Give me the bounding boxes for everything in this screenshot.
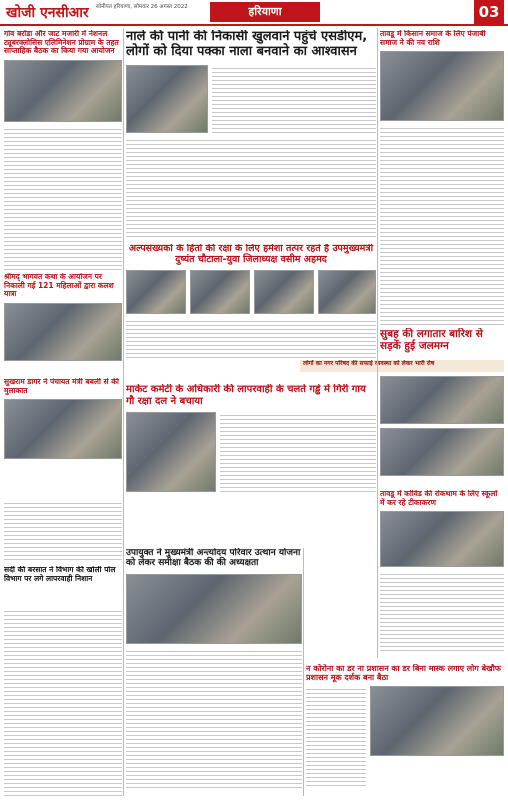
article-rain [380, 328, 504, 358]
article-photo [126, 270, 186, 314]
article-photo [380, 428, 504, 476]
article-subheadline: लोगों का नगर परिषद की सफाई व्यवस्था को लेकर भारी रोष [303, 360, 435, 367]
article-body [4, 608, 122, 796]
article-body [4, 126, 122, 270]
article-headline: सुबह की लगातार बारिश से सड़कें हुई जलमग्न [380, 328, 483, 353]
article-headline: अल्पसंख्यकों के हितों की रक्षा के लिए हमेशा तत्पर रहते हैं उपमुख्यमंत्री दुष्यंत चौटाला-युवा जिलाध्यक्ष वसीम अहमद [128, 244, 374, 265]
article-headline: तावडू में कोविड की रोकथाम के लिए स्कूलों में कर रहे टीकाकरण [380, 490, 498, 507]
article-body [380, 571, 504, 651]
article-body [126, 137, 376, 240]
article-headline: मार्केट कमेटी के अधिकारी की लापरवाही के चलते गड्ढे में गिरी गाय गौ रक्षा दल ने बचाया [126, 384, 366, 407]
article-winter-rain [4, 566, 122, 606]
article-photo [254, 270, 314, 314]
article-photo [126, 412, 216, 492]
article-photo [380, 511, 504, 567]
article-antyodaya [126, 548, 302, 796]
article-rain-photos [380, 376, 504, 486]
article-photo [4, 399, 122, 459]
article-drain [126, 30, 376, 240]
article-headline: सुखराम डागर ने पंचायत मंत्री बबली से की मुलाकात [4, 378, 119, 395]
article-photo [318, 270, 376, 314]
article-body [380, 125, 504, 325]
column-rule [303, 548, 304, 796]
article-corona-masks [306, 664, 504, 796]
article-photo [4, 60, 122, 122]
article-cow-rescue [126, 384, 376, 544]
article-tb-meeting [4, 30, 122, 270]
article-headline: तावडू में किसान समाज के लिए पंजाबी समाज ने की नव राशि [380, 30, 486, 47]
article-headline: गांव बरोंडा और जाट मजारी में नेशनल ट्यूबरक्लोसिस एलिमिनेशन प्रोग्राम के तहत साप्ताहिक बैठक का किया गया आयोजन [4, 30, 119, 56]
article-photo [190, 270, 250, 314]
dateline: सोनीपत हरियाणा, सोमवार 26 अगस्त 2022 [96, 4, 188, 10]
article-body [126, 648, 302, 788]
article-body [220, 412, 376, 492]
column-rule [377, 28, 378, 658]
article-headline: न कोरोना का डर ना प्रशासन का डर बिना मास्क लगाए लोग बेखौफ प्रशासन मूक दर्शक बना बैठा [306, 664, 501, 683]
article-headline: उपायुक्त ने मुख्यमंत्री अन्त्योदय परिवार उत्थान योजना को लेकर समीक्षा बैठक की की अध्यक्षता [126, 548, 301, 569]
article-covid-vaccination [380, 490, 504, 660]
article-photo [126, 574, 302, 644]
page-header [0, 0, 508, 26]
article-kalash-yatra [4, 273, 122, 373]
article-sukhram [4, 378, 122, 498]
article-headline: नाले की पानी की निकासी खुलवाने पहुंचे एसडीएम, लोगों को दिया पक्का नाला बनवाने का आश्वासन [126, 30, 368, 59]
column-rule [123, 28, 124, 796]
article-body [126, 318, 376, 358]
article-body [4, 500, 122, 562]
article-rain-subhead [300, 360, 504, 372]
article-photo [126, 65, 208, 133]
article-headline: सर्दी की बरसात ने विभाग की खोली पोल विभाग पर लगे लापरवाही निशान [4, 566, 116, 583]
page-number: 03 [474, 0, 504, 24]
article-tavdu-punjabi [380, 30, 504, 325]
article-photo [4, 303, 122, 361]
article-photo [380, 376, 504, 424]
masthead-title: खोजी एनसीआर [6, 5, 89, 21]
article-headline: श्रीमद् भागवत कथा के आयोजन पर निकाली गई 121 महिलाओं द्वारा कलश यात्रा [4, 273, 114, 299]
article-body [212, 65, 376, 133]
article-photo [380, 51, 504, 121]
article-body [306, 686, 366, 786]
article-photo [370, 686, 504, 756]
section-title: हरियाणा [210, 2, 320, 22]
